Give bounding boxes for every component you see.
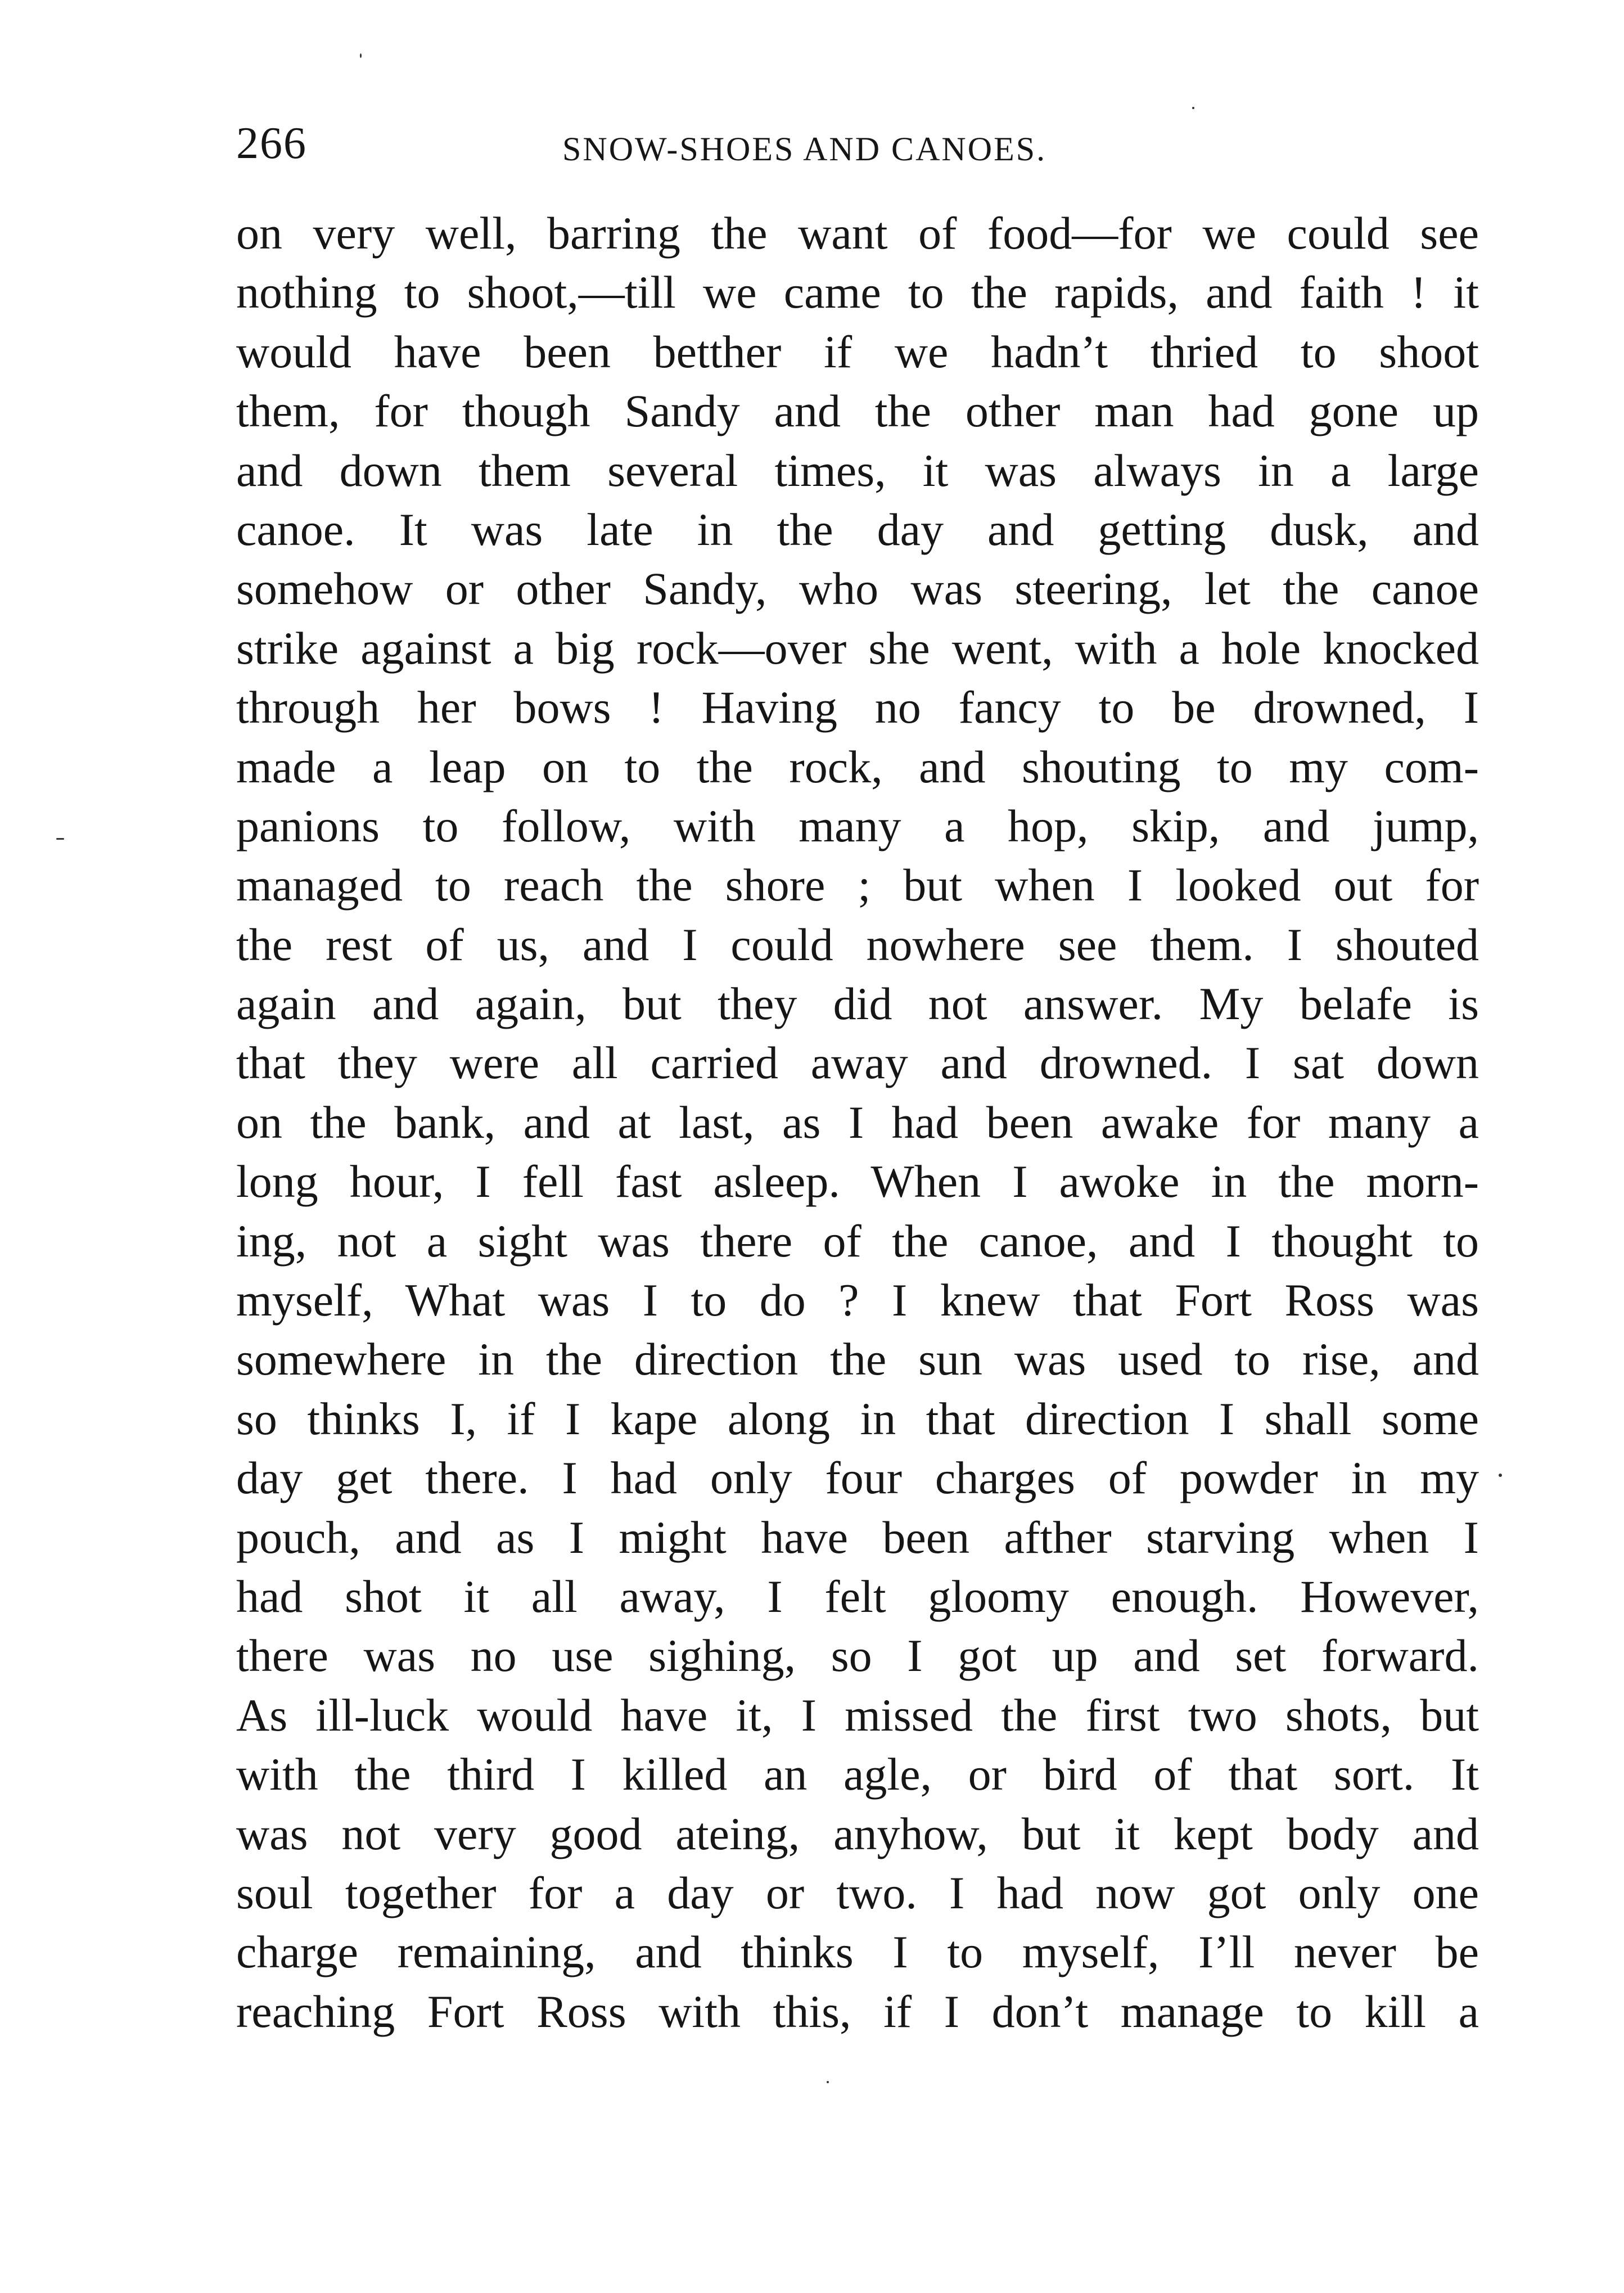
text-line: charge remaining, and thinks I to myself, I’ll never be	[236, 1926, 1479, 1978]
scan-speck	[827, 2081, 829, 2083]
text-line: and down them several times, it was always in a large	[236, 444, 1479, 496]
text-line: had shot it all away, I felt gloomy enough. However,	[236, 1570, 1479, 1622]
text-line: panions to follow, with many a hop, skip, and jump,	[236, 800, 1479, 852]
text-line: on very well, barring the want of food—for we could see	[236, 208, 1479, 259]
page-number: 266	[236, 119, 307, 168]
text-line: pouch, and as I might have been afther starving when I	[236, 1511, 1479, 1563]
text-line: again and again, but they did not answer. My belafe is	[236, 978, 1479, 1030]
text-line: made a leap on to the rock, and shouting to my com-	[236, 741, 1479, 792]
text-line: that they were all carried away and drowned. I sat down	[236, 1037, 1479, 1089]
text-line: them, for though Sandy and the other man had gone up	[236, 385, 1479, 437]
text-line: was not very good ateing, anyhow, but it kept body and	[236, 1808, 1479, 1859]
text-line: somehow or other Sandy, who was steering, let the canoe	[236, 563, 1479, 615]
scan-speck	[56, 838, 64, 840]
text-line: long hour, I fell fast asleep. When I awoke in the morn-	[236, 1156, 1479, 1208]
running-title: SNOW-SHOES AND CANOES.	[562, 130, 1047, 168]
text-line: ing, not a sight was there of the canoe, and I thought to	[236, 1215, 1479, 1267]
text-line: strike against a big rock—over she went, with a hole knocked	[236, 622, 1479, 674]
body-text	[236, 204, 1479, 2041]
text-line: canoe. It was late in the day and getting dusk, and	[236, 503, 1479, 555]
text-line: myself, What was I to do ? I knew that Fort Ross was	[236, 1274, 1479, 1326]
text-line: would have been betther if we hadn’t thried to shoot	[236, 326, 1479, 377]
scan-speck	[360, 53, 362, 58]
running-head	[236, 112, 1479, 174]
scan-speck	[1192, 107, 1194, 109]
text-line: reaching Fort Ross with this, if I don’t manage to kill a	[236, 1985, 1479, 2037]
text-line: day get there. I had only four charges of powder in my	[236, 1452, 1479, 1504]
text-line: managed to reach the shore ; but when I looked out for	[236, 859, 1479, 911]
text-line: so thinks I, if I kape along in that direction I shall some	[236, 1393, 1479, 1444]
text-line: soul together for a day or two. I had now got only one	[236, 1867, 1479, 1918]
text-line: As ill-luck would have it, I missed the first two shots, but	[236, 1689, 1479, 1741]
text-line: on the bank, and at last, as I had been awake for many a	[236, 1096, 1479, 1148]
text-line: with the third I killed an agle, or bird of that sort. It	[236, 1749, 1479, 1800]
text-line: nothing to shoot,—till we came to the rapids, and faith ! it	[236, 267, 1479, 318]
text-line: there was no use sighing, so I got up and set forward.	[236, 1630, 1479, 1682]
text-line: the rest of us, and I could nowhere see them. I shouted	[236, 918, 1479, 970]
text-line: through her bows ! Having no fancy to be drowned, I	[236, 682, 1479, 733]
scan-speck	[1499, 1474, 1502, 1477]
text-line: somewhere in the direction the sun was used to rise, and	[236, 1334, 1479, 1385]
